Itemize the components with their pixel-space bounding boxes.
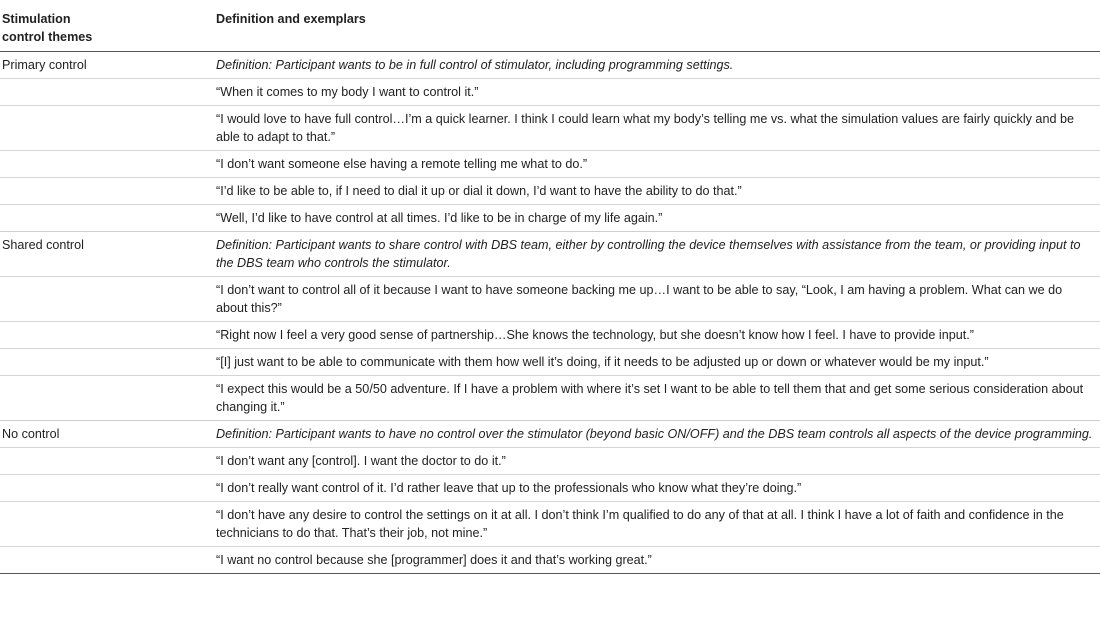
table-row: [0, 321, 1100, 348]
theme-cell-empty: [0, 501, 216, 546]
quote-cell: “Right now I feel a very good sense of partnership…She knows the technology, but she doesn’t know how I feel. I have to provide input.”: [216, 321, 1100, 348]
quote-cell: “I want no control because she [programmer] does it and that’s working great.”: [216, 546, 1100, 573]
table-row: [0, 231, 1100, 276]
table-row: [0, 177, 1100, 204]
theme-cell-empty: [0, 375, 216, 420]
table-row: [0, 474, 1100, 501]
theme-cell-empty: [0, 276, 216, 321]
table-row: [0, 276, 1100, 321]
quote-cell: “Well, I’d like to have control at all times. I’d like to be in charge of my life again.”: [216, 204, 1100, 231]
table-row: [0, 105, 1100, 150]
table-row: [0, 501, 1100, 546]
quote-cell: “[I] just want to be able to communicate with them how well it’s doing, if it needs to be adjusted up or down or whatever would be my input.”: [216, 348, 1100, 375]
table-row: [0, 51, 1100, 78]
header-definition: Definition and exemplars: [216, 0, 1100, 51]
definition-cell: Definition: Participant wants to have no control over the stimulator (beyond basic ON/OFF) and the DBS team controls all aspects of the device programming.: [216, 420, 1100, 447]
quote-cell: “I don’t want someone else having a remote telling me what to do.”: [216, 150, 1100, 177]
theme-cell-empty: [0, 348, 216, 375]
table-row: [0, 447, 1100, 474]
theme-cell-empty: [0, 204, 216, 231]
quote-cell: “I don’t want to control all of it because I want to have someone backing me up…I want to be able to say, “Look, I am having a problem. What can we do about this?”: [216, 276, 1100, 321]
theme-cell-empty: [0, 150, 216, 177]
quote-cell: “When it comes to my body I want to control it.”: [216, 78, 1100, 105]
theme-cell: Shared control: [0, 231, 216, 276]
theme-cell-empty: [0, 321, 216, 348]
theme-cell: Primary control: [0, 51, 216, 78]
theme-cell-empty: [0, 105, 216, 150]
table-row: [0, 150, 1100, 177]
header-themes: [0, 0, 216, 51]
definition-cell: Definition: Participant wants to share control with DBS team, either by controlling the device themselves with assistance from the team, or providing input to the DBS team who controls the stimulator.: [216, 231, 1100, 276]
table-row: [0, 420, 1100, 447]
quote-cell: “I don’t have any desire to control the settings on it at all. I don’t think I’m qualified to do any of that at all. I think I have a lot of faith and confidence in the technicians to do that. That’s their job, not mine.”: [216, 501, 1100, 546]
table-row: [0, 348, 1100, 375]
theme-cell: No control: [0, 420, 216, 447]
table-row: [0, 375, 1100, 420]
quote-cell: “I don’t really want control of it. I’d rather leave that up to the professionals who know what they’re doing.”: [216, 474, 1100, 501]
quote-cell: “I would love to have full control…I’m a quick learner. I think I could learn what my body’s telling me vs. what the simulation values are fairly quickly and be able to adapt to that.”: [216, 105, 1100, 150]
table-row: [0, 204, 1100, 231]
theme-cell-empty: [0, 78, 216, 105]
table-header-row: [0, 0, 1100, 51]
theme-cell-empty: [0, 546, 216, 573]
theme-cell-empty: [0, 447, 216, 474]
theme-cell-empty: [0, 177, 216, 204]
header-themes-line2: control themes: [2, 30, 93, 44]
header-themes-line1: Stimulation: [2, 12, 71, 26]
table-row: [0, 546, 1100, 573]
theme-cell-empty: [0, 474, 216, 501]
definition-cell: Definition: Participant wants to be in full control of stimulator, including programming settings.: [216, 51, 1100, 78]
quote-cell: “I don’t want any [control]. I want the doctor to do it.”: [216, 447, 1100, 474]
quote-cell: “I expect this would be a 50/50 adventure. If I have a problem with where it’s set I want to be able to tell them that and get some serious consideration about changing it.”: [216, 375, 1100, 420]
table-row: [0, 78, 1100, 105]
quote-cell: “I’d like to be able to, if I need to dial it up or dial it down, I’d want to have the ability to do that.”: [216, 177, 1100, 204]
